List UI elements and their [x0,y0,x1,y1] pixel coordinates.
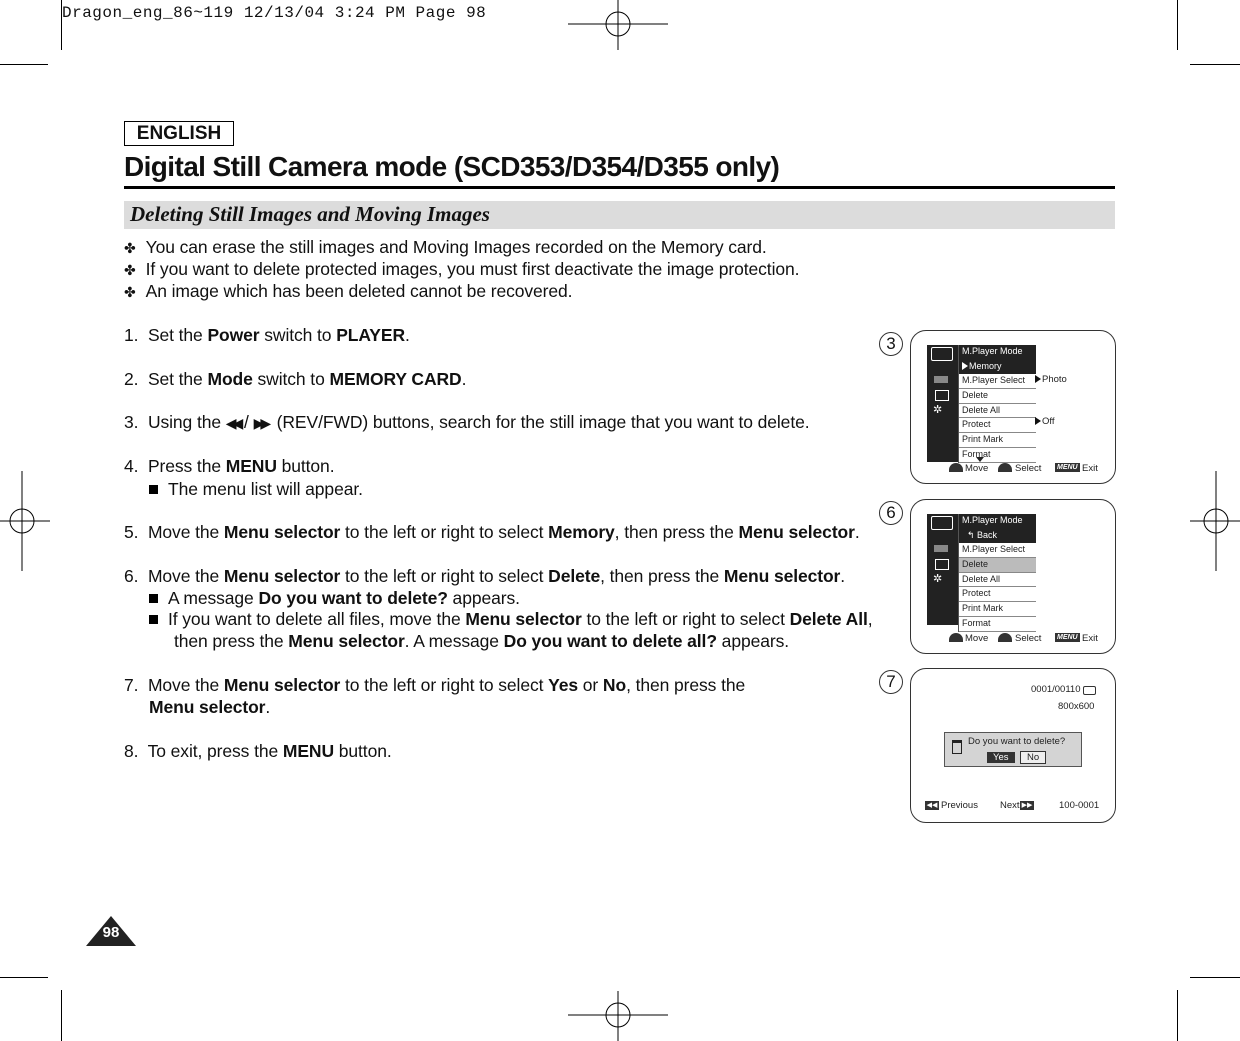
move-label: Move [965,633,989,644]
exit-label: Exit [1082,463,1098,474]
step-7-cont: Menu selector. [149,697,271,717]
delete-confirm-screen [910,668,1116,823]
previous-label: Previous [941,800,978,811]
move-icon [949,633,963,642]
cross-bullet-icon: ✤ [124,240,136,256]
crop-mark [1177,990,1178,1041]
language-tab: ENGLISH [124,121,234,146]
menu-badge: MENU [1057,464,1078,471]
yes-button[interactable]: Yes [987,752,1015,763]
step-4: 4. Press the MENU button. [124,456,335,476]
step-2: 2. Set the Mode switch to MEMORY CARD. [124,369,467,389]
menu-sidebar [927,345,958,462]
figure-number: 3 [879,332,903,356]
step-4-sub: The menu list will appear. [149,479,363,500]
menu-screen-6 [910,499,1116,654]
menu-header: M.Player Mode [959,345,1036,360]
crop-mark [1190,64,1240,65]
menu-screen-3 [910,330,1116,484]
previous-icon: ◀◀ [926,802,938,809]
print-slug: Dragon_eng_86~119 12/13/04 3:24 PM Page 98 [62,4,487,22]
menu-list [958,345,1036,463]
file-number: 100-0001 [1059,800,1100,811]
menu-item[interactable]: Protect [959,587,1036,602]
menu-sidebar [927,514,958,625]
menu-item[interactable]: Delete All [959,404,1036,419]
memory-card-icon [934,376,948,383]
cross-bullet-icon: ✤ [124,262,136,278]
player-mode-icon [931,347,953,361]
fwd-icon: ▶▶ [253,415,268,431]
exit-label: Exit [1082,633,1098,644]
menu-item[interactable]: Format [959,448,1036,463]
down-arrow-icon [976,457,984,462]
option-off: Off [1035,416,1055,427]
menu-item[interactable]: Print Mark [959,433,1036,448]
step-8: 8. To exit, press the MENU button. [124,741,392,761]
memory-card-icon [934,545,948,552]
settings-icon: ✲ [933,404,943,416]
step-6: 6. Move the Menu selector to the left or right to select Delete, then press the Menu selector. [124,566,846,586]
page-title: Digital Still Camera mode (SCD353/D354/D355 only) [124,151,780,182]
card-icon [1083,686,1096,695]
section-title: Deleting Still Images and Moving Images [130,202,490,226]
delete-dialog [944,732,1082,767]
trash-icon [952,740,962,754]
menu-item[interactable]: Delete [959,389,1036,404]
registration-mark-icon [1190,471,1240,571]
square-bullet-icon [149,485,158,494]
menu-item[interactable]: M.Player Select [959,374,1036,389]
option-photo: Photo [1035,374,1067,385]
crop-mark [0,64,48,65]
menu-submenu: Memory [959,360,1036,375]
figure-number: 7 [879,670,903,694]
menu-back[interactable]: ↰ Back [959,529,1036,544]
step-6-sub-cont: then press the Menu selector. A message Do you want to delete all? appears. [174,631,789,651]
menu-list [958,514,1036,632]
select-label: Select [1015,633,1042,644]
player-mode-icon [931,516,953,530]
image-counter: 0001/00110 [1031,684,1081,695]
registration-mark-icon [0,471,50,571]
page-number: 98 [102,924,120,941]
tv-icon [935,559,949,570]
figure-number: 6 [879,501,903,525]
registration-mark-icon [568,0,668,50]
move-icon [949,463,963,472]
crop-mark [1190,977,1240,978]
menu-badge: MENU [1057,634,1078,641]
bullet-item: ✤ If you want to delete protected images, you must first deactivate the image protection. [124,259,800,279]
resolution: 800x600 [1058,701,1095,712]
square-bullet-icon [149,594,158,603]
section-header [124,201,1115,229]
crop-mark [1177,0,1178,50]
step-6-sub: If you want to delete all files, move the Menu selector to the left or right to select Delete All, [149,609,873,630]
move-label: Move [965,463,989,474]
step-7: 7. Move the Menu selector to the left or right to select Yes or No, then press the [124,675,746,695]
back-arrow-icon: ↰ [967,529,978,540]
select-label: Select [1015,463,1042,474]
menu-header: M.Player Mode [959,514,1036,529]
step-3: 3. Using the ◀◀ / ▶▶ (REV/FWD) buttons, search for the still image that you want to delete. [124,412,810,432]
title-rule [124,186,1115,189]
select-icon [998,633,1012,642]
step-6-sub: A message Do you want to delete? appears. [149,588,520,609]
settings-icon: ✲ [933,573,943,585]
square-bullet-icon [149,615,158,624]
tv-icon [935,390,949,401]
crop-mark [0,977,48,978]
step-5: 5. Move the Menu selector to the left or right to select Memory, then press the Menu selector. [124,522,860,542]
select-icon [998,463,1012,472]
bullet-item: ✤ An image which has been deleted cannot be recovered. [124,281,573,301]
menu-item[interactable]: Print Mark [959,602,1036,617]
step-1: 1. Set the Power switch to PLAYER. [124,325,410,345]
rev-icon: ◀◀ [225,415,240,431]
menu-item-selected[interactable]: Delete [959,558,1036,573]
cross-bullet-icon: ✤ [124,284,136,300]
menu-item[interactable]: Protect [959,418,1036,433]
next-icon: ▶▶ [1021,802,1033,809]
crop-mark [61,990,62,1041]
no-button[interactable]: No [1020,751,1046,764]
menu-item[interactable]: Delete All [959,573,1036,588]
menu-item[interactable]: M.Player Select [959,543,1036,558]
registration-mark-icon [568,991,668,1041]
delete-prompt: Do you want to delete? [968,736,1066,747]
menu-item[interactable]: Format [959,617,1036,632]
next-label: Next [1000,800,1020,811]
bullet-item: ✤ You can erase the still images and Moving Images recorded on the Memory card. [124,237,767,257]
